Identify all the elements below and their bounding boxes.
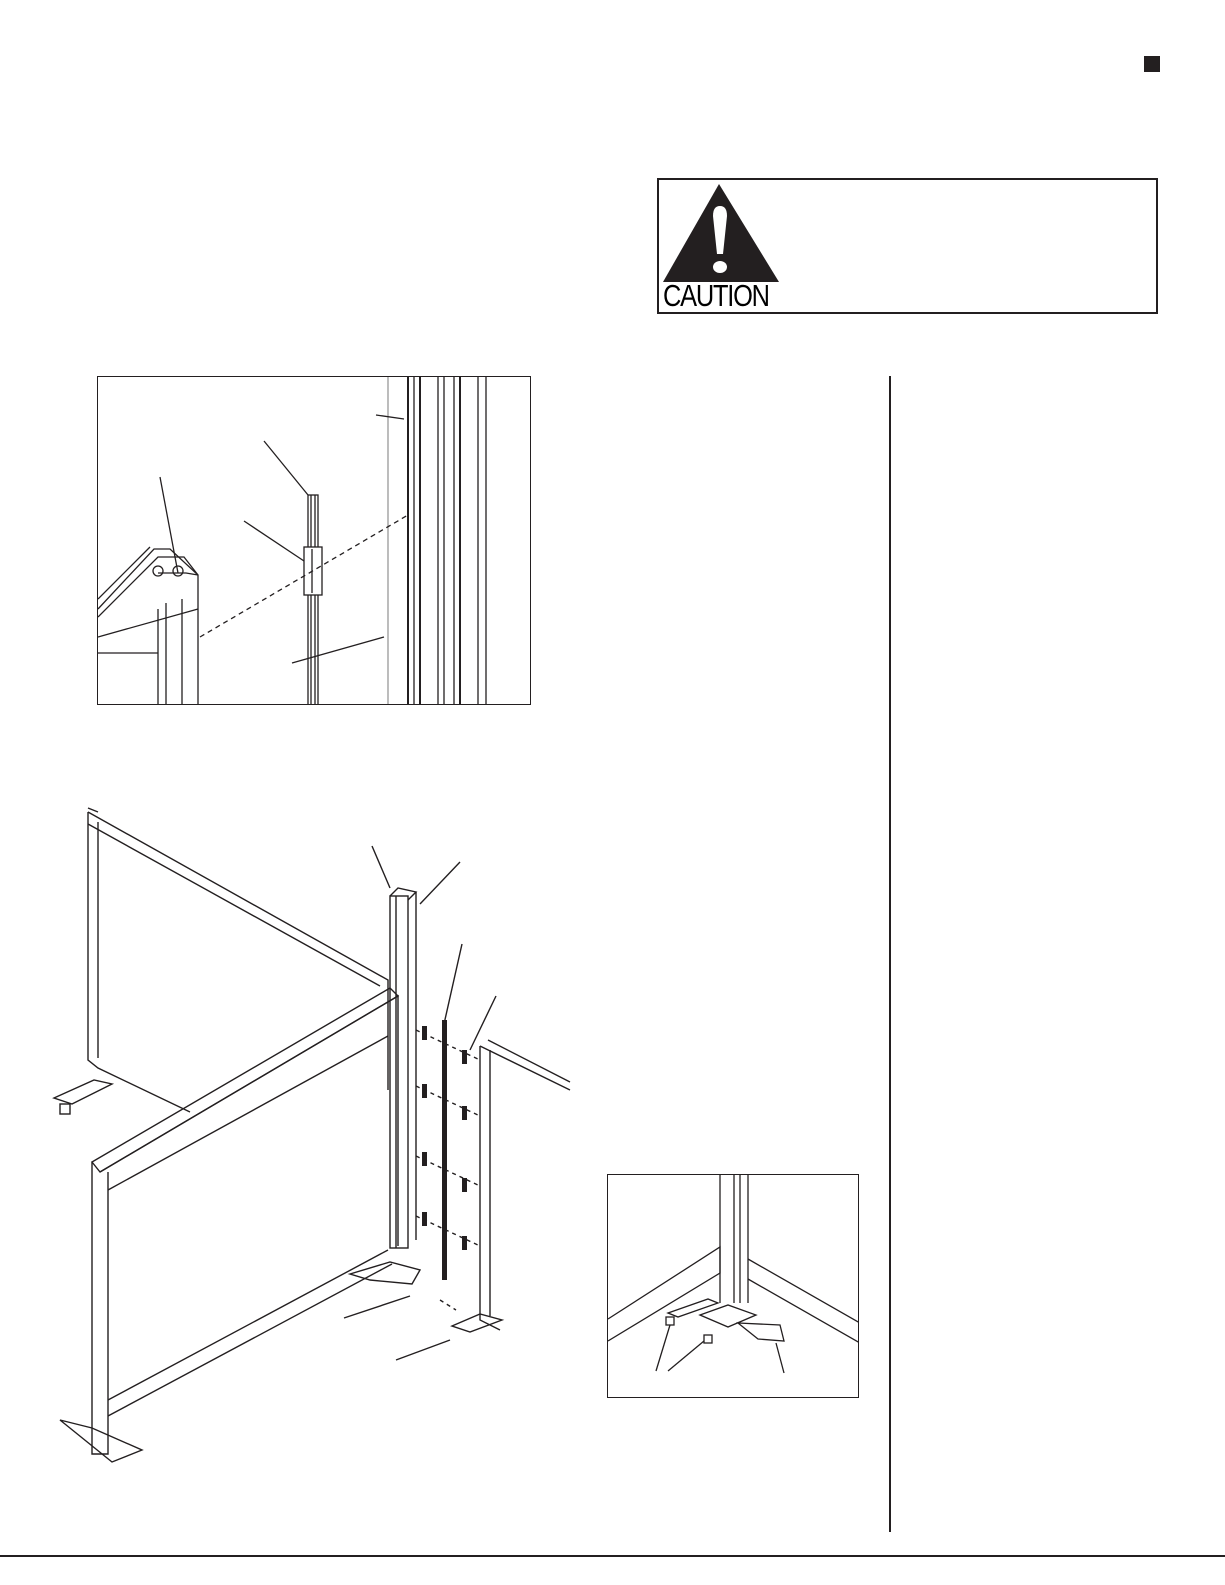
caution-box	[657, 178, 1158, 314]
panel-assembly-figure	[40, 800, 580, 1480]
caution-label: CAUTION	[663, 278, 769, 313]
column-divider	[889, 376, 891, 1532]
section-marker-square	[1144, 56, 1160, 72]
footer-rule	[0, 1555, 1225, 1557]
warning-triangle-icon	[663, 182, 783, 282]
corner-detail-figure	[607, 1174, 859, 1398]
connector-detail-figure	[97, 376, 531, 705]
